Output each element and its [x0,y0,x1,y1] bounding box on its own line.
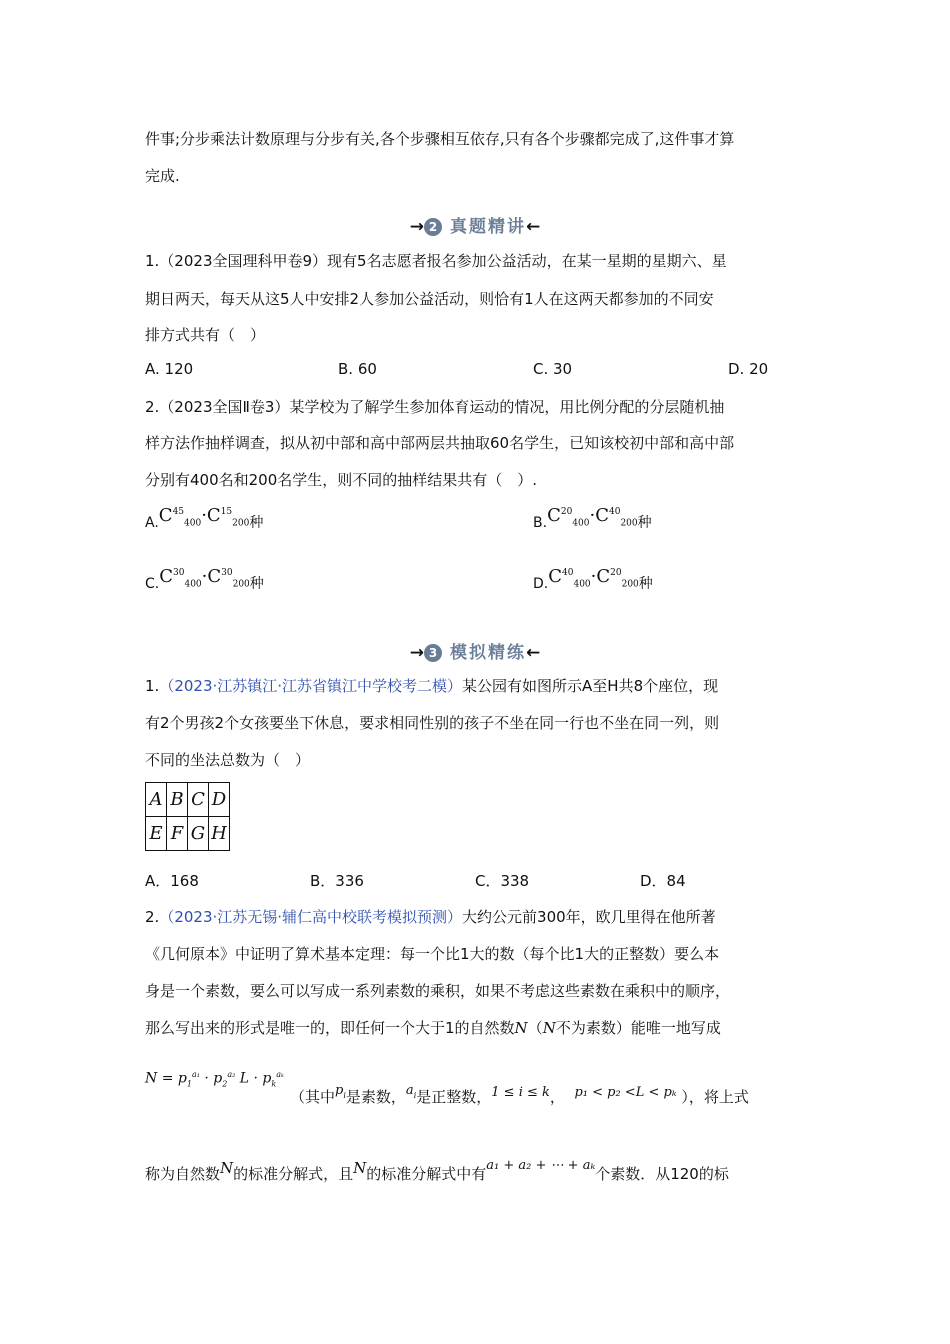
m2-line-3: 身是一个素数，要么可以写成一系列素数的乘积，如果不考虑这些素数在乘积中的顺序， [145,982,731,1000]
q1-line-3: 排方式共有（ ） [145,326,266,344]
m2-formula-line: （其中$p^i$是素数，$a^i$是正整数，1 ≤ i ≤ k， p₁ < p₂ <L < pₖ ），将上式 [290,1083,749,1106]
m2-source: （2023·江苏无锡·辅仁高中校联考模拟预测） [159,908,463,926]
arrow-left-icon: ← [525,643,541,663]
q2-option-b: $_{B.}C^{20}_{400}\cdot C^{40}_{200种}$ [533,505,652,531]
q1-line-1: 1.（2023全国理科甲卷9）现有5名志愿者报名参加公益活动，在某一星期的星期六、星 [145,252,727,270]
q2-line-1: 2.（2023全国Ⅱ卷3）某学校为了解学生参加体育运动的情况，用比例分配的分层随机抽 [145,398,725,416]
seat-grid [145,782,230,851]
q1-line-2: 期日两天，每天从这5人中安排2人参加公益活动，则恰有1人在这两天都参加的不同安 [145,290,714,308]
m1-line-2: 有2个男孩2个女孩要坐下休息，要求相同性别的孩子不坐在同一行也不坐在同一列，则 [145,714,720,732]
section-title: 模拟精练 [449,643,526,663]
m1-option-d: D．84 [640,872,686,890]
q2-option-c: $_{C.}C^{30}_{400}\cdot C^{30}_{200种}$ [145,566,264,592]
arrow-right-icon: → [409,643,425,663]
m2-last-line: 称为自然数N的标准分解式，且N的标准分解式中有a₁ + a₂ + ⋯ + aₖ个素数．从120的标 [145,1158,729,1183]
m1-line-3: 不同的坐法总数为（ ） [145,751,311,769]
arrow-left-icon: ← [525,217,541,237]
section-heading-real-questions [0,212,950,237]
q2-option-a: $_{A.}C^{45}_{400}\cdot C^{15}_{200种}$ [145,505,264,531]
intro-line-2: 完成. [145,167,180,185]
seat-cell: E [146,817,167,851]
m1-option-a: A．168 [145,872,199,890]
seat-cell: G [188,817,209,851]
m1-option-b: B．336 [310,872,364,890]
m1-option-c: C．338 [475,872,530,890]
m2-line-1: 2.（2023·江苏无锡·辅仁高中校联考模拟预测）大约公元前300年，欧几里得在他所著 [145,908,716,926]
q1-option-c: C. 30 [533,360,573,378]
q2-option-d: $_{D.}C^{40}_{400}\cdot C^{20}_{200种}$ [533,566,653,592]
seat-cell: B [167,783,188,817]
q2-line-2: 样方法作抽样调查，拟从初中部和高中部两层共抽取60名学生，已知该校初中部和高中部 [145,434,735,452]
intro-line-1: 件事;分步乘法计数原理与分步有关,各个步骤相互依存,只有各个步骤都完成了,这件事才算 [145,130,735,148]
m2-line-4: 那么写出来的形式是唯一的，即任何一个大于1的自然数N（N不为素数）能唯一地写成 [145,1019,721,1037]
seat-cell: H [209,817,230,851]
number-badge: 3 [424,644,442,662]
q1-option-b: B. 60 [338,360,377,378]
q1-option-a: A. 120 [145,360,194,378]
seat-cell: D [209,783,230,817]
q2-line-3: 分别有400名和200名学生，则不同的抽样结果共有（ ）. [145,471,538,489]
m1-line-1: 1.（2023·江苏镇江·江苏省镇江中学校考二模）某公园有如图所示A至H共8个座位，现 [145,677,719,695]
section-title: 真题精讲 [449,217,526,237]
m2-line-2: 《几何原本》中证明了算术基本定理：每一个比1大的数（每个比1大的正整数）要么本 [145,945,720,963]
q1-option-d: D. 20 [728,360,769,378]
seat-cell: A [146,783,167,817]
number-badge: 2 [424,218,442,236]
section-heading-mock-practice [0,638,950,663]
prime-factorization-formula: $N = p_1^{a_1} \cdot p_2^{a_2}$ $L \cdot p_k^{a_k}$ [145,1070,284,1089]
seat-cell: C [188,783,209,817]
seat-cell: F [167,817,188,851]
arrow-right-icon: → [409,217,425,237]
m1-source: （2023·江苏镇江·江苏省镇江中学校考二模） [159,677,463,695]
